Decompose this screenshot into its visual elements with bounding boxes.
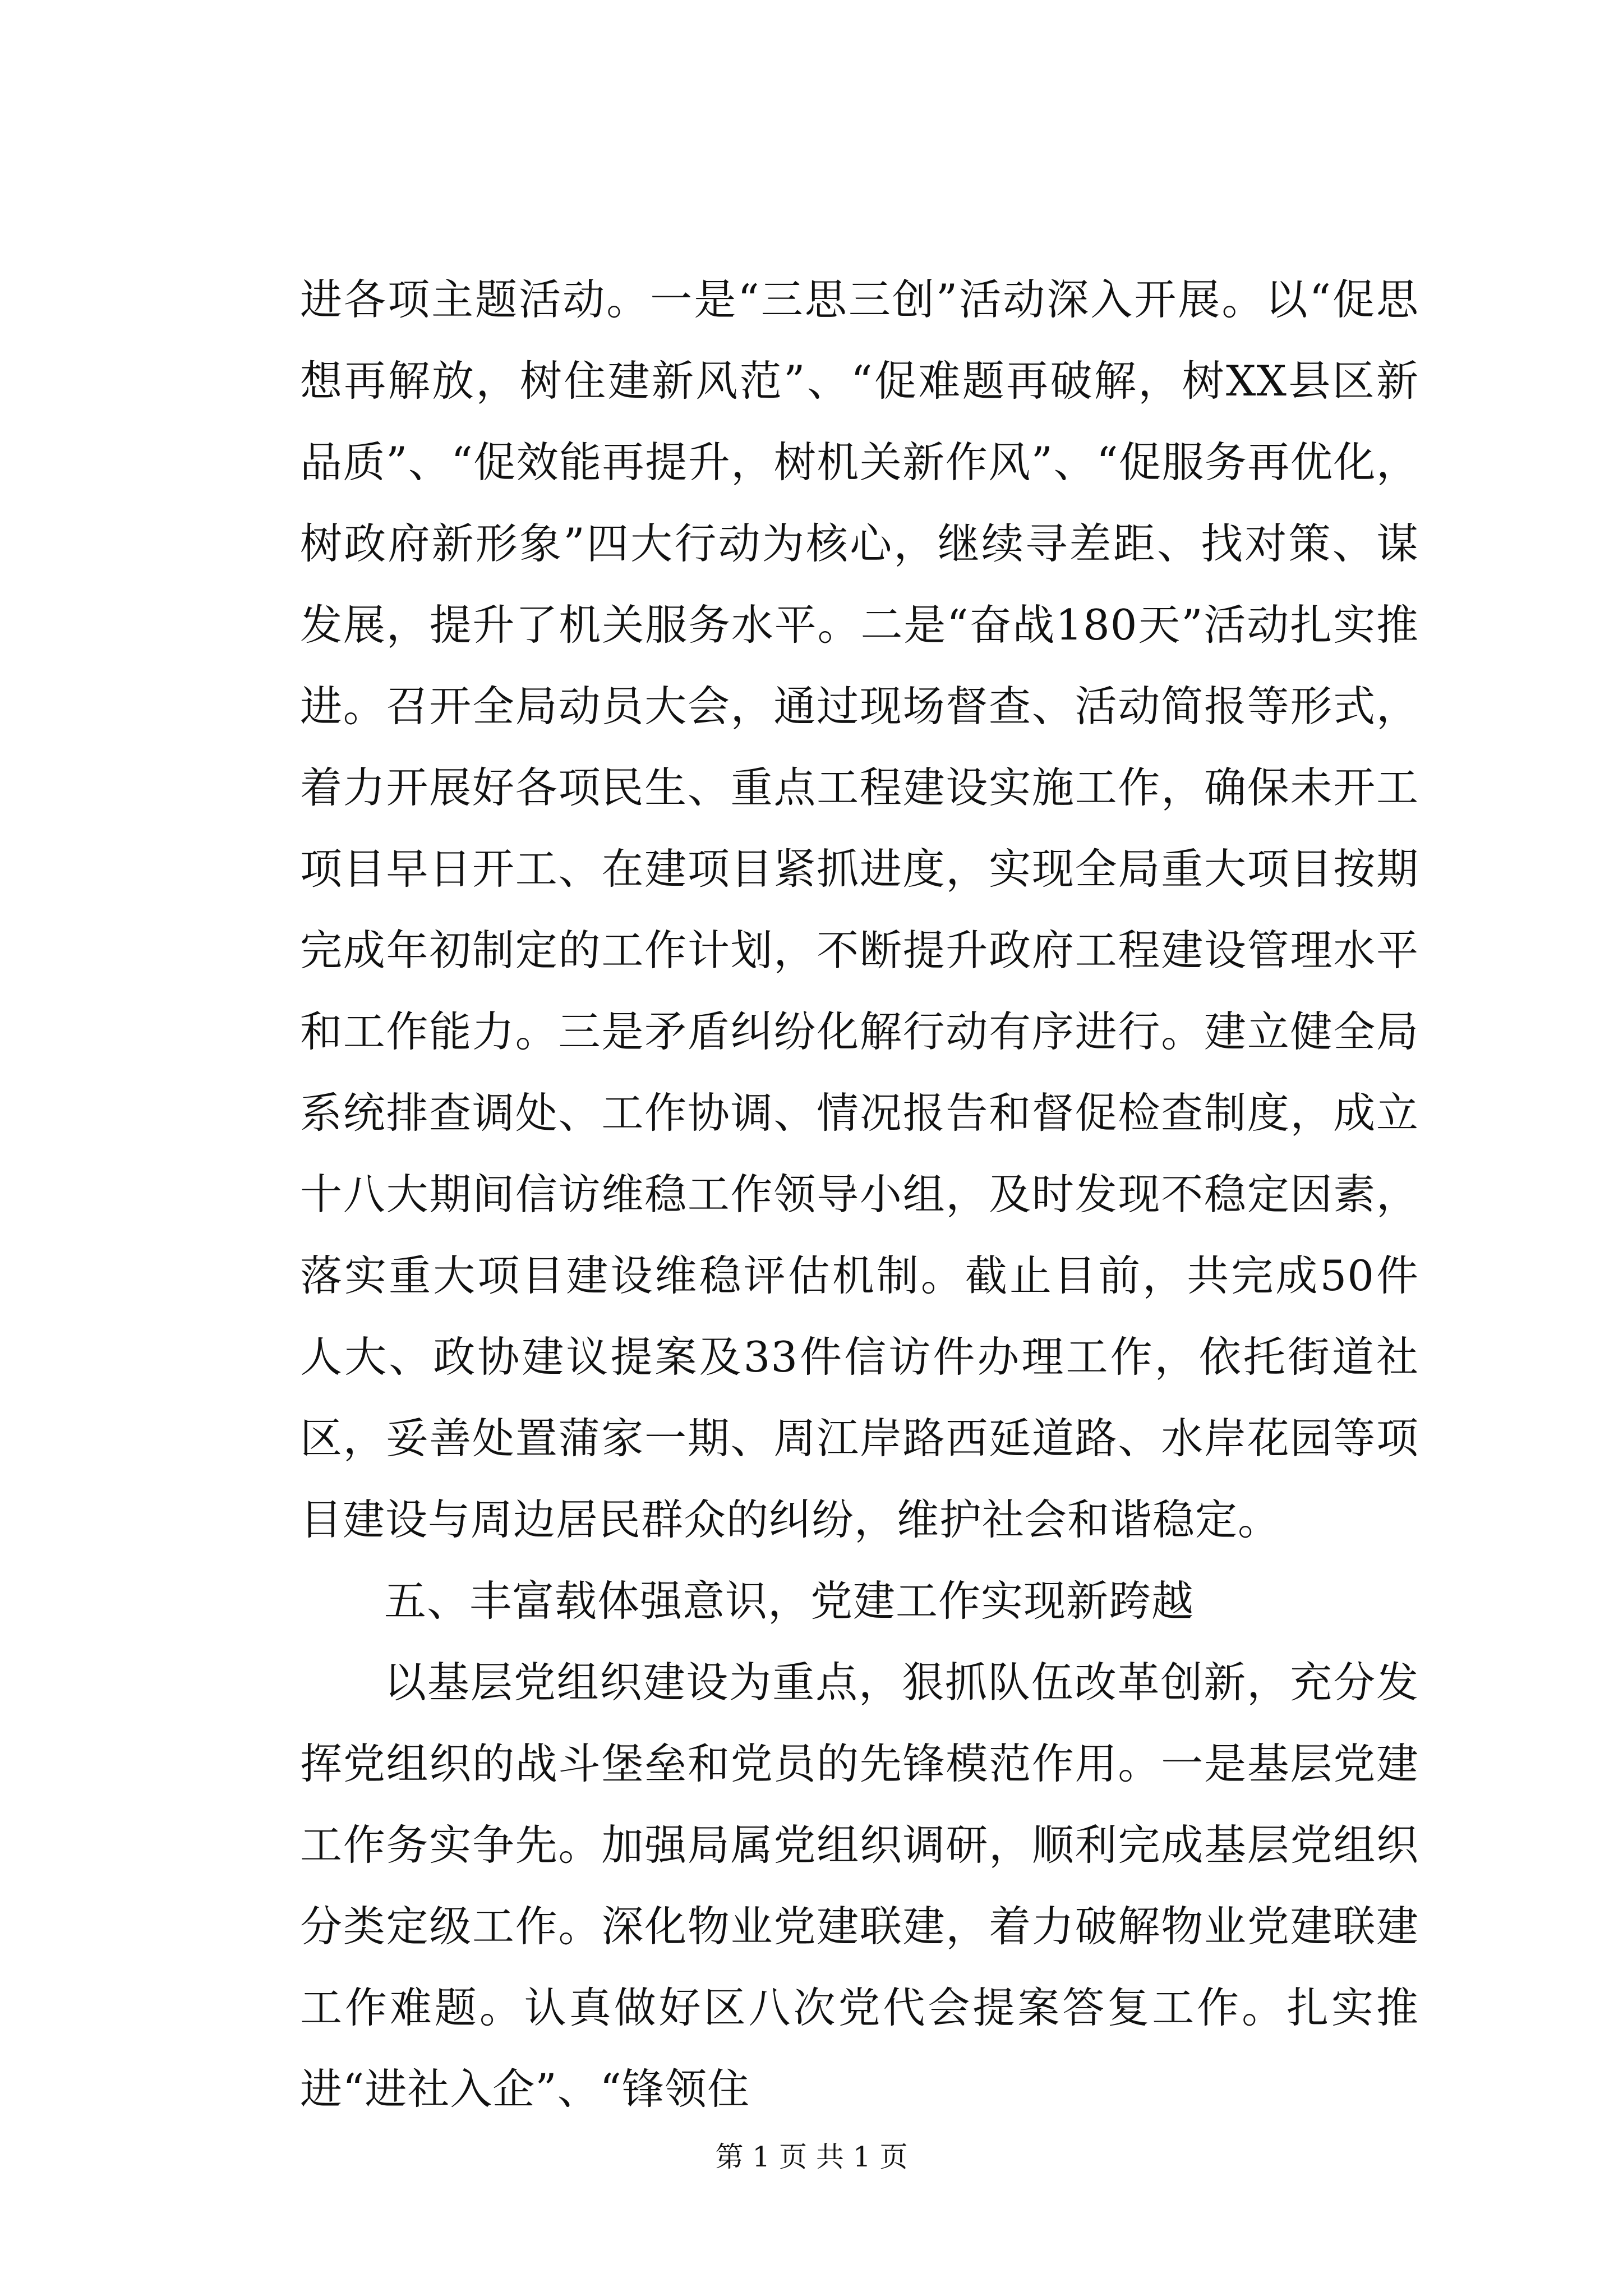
paragraph-theme-activities: 进各项主题活动。一是“三思三创”活动深入开展。以“促思想再解放，树住建新风范”、“促难题再破解，树XX县区新品质”、“促效能再提升，树机关新作风”、“促服务再优化，树政府新形象”四大行动为核心，继续寻差距、找对策、谋发展，提升了机关服务水平。二是“奋战180天”活动扎实推进。召开全局动员大会，通过现场督查、活动简报等形式，着力开展好各项民生、重点工程建设实施工作，确保未开工项目早日开工、在建项目紧抓进度，实现全局重大项目按期完成年初制定的工作计划，不断提升政府工程建设管理水平和工作能力。三是矛盾纠纷化解行动有序进行。建立健全局系统排查调处、工作协调、情况报告和督促检查制度，成立十八大期间信访维稳工作领导小组，及时发现不稳定因素，落实重大项目建设维稳评估机制。截止目前，共完成50件人大、政协建议提案及33件信访件办理工作，依托街道社区，妥善处置蒲家一期、周江岸路西延道路、水岸花园等项目建设与周边居民群众的纠纷，维护社会和谐稳定。 — [300, 275, 1419, 1544]
document-body — [300, 259, 1419, 2130]
page-footer — [0, 2137, 1623, 2177]
section-heading-party-building: 五、丰富载体强意识，党建工作实现新跨越 — [384, 1576, 1195, 1626]
paragraph-party-building: 以基层党组织建设为重点，狠抓队伍改革创新，充分发挥党组织的战斗堡垒和党员的先锋模范作用。一是基层党建工作务实争先。加强局属党组织调研，顺利完成基层党组织分类定级工作。深化物业党建联建，着力破解物业党建联建工作难题。认真做好区八次党代会提案答复工作。扎实推进“进社入企”、“锋领住 — [300, 1658, 1419, 2114]
page-number-label: 第 1 页 共 1 页 — [715, 2141, 908, 2173]
